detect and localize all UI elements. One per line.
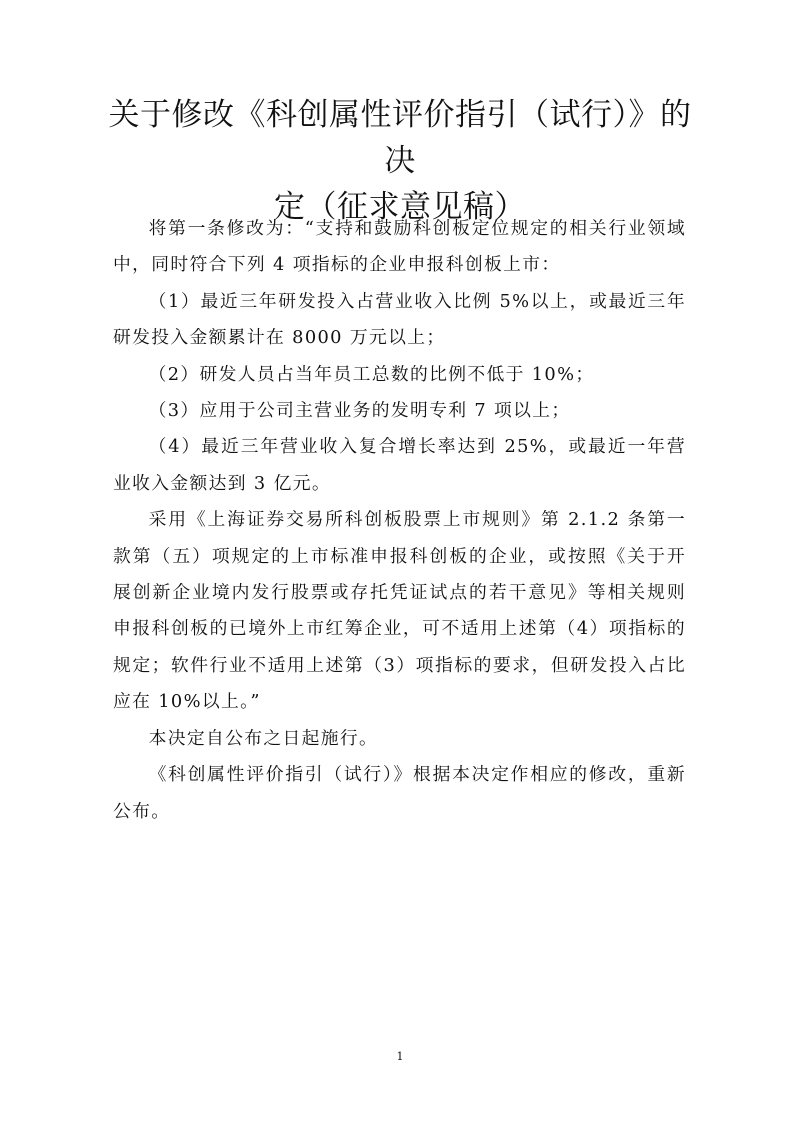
paragraph-effective-date: 本决定自公布之日起施行。 [148, 727, 379, 749]
paragraph-criterion-2: （2）研发人员占当年员工总数的比例不低于 10%； [148, 363, 595, 385]
document-title [100, 92, 700, 230]
paragraph-amendment-intro: 将第一条修改为：“支持和鼓励科创板定位规定的相关行业领域中，同时符合下列 4 项指标的企业申报科创板上市： [113, 218, 686, 276]
paragraph-criterion-1: （1）最近三年研发投入占营业收入比例 5%以上，或最近三年研发投入金额累计在 8000 万元以上； [113, 290, 686, 349]
document-title-line-2: 定（征求意见稿） [274, 189, 526, 225]
document-title-line-1: 关于修改《科创属性评价指引（试行）》的决 [108, 97, 692, 179]
paragraph-criterion-4: （4）最近三年营业收入复合增长率达到 25%，或最近一年营业收入金额达到 3 亿元。 [113, 436, 686, 494]
paragraph-republication: 《科创属性评价指引（试行）》根据本决定作相应的修改，重新公布。 [113, 764, 686, 822]
document-body [113, 211, 686, 830]
paragraph-criterion-3: （3）应用于公司主营业务的发明专利 7 项以上； [148, 400, 571, 422]
paragraph-exceptions: 采用《上海证券交易所科创板股票上市规则》第 2.1.2 条第一款第（五）项规定的上市标准申报科创板的企业，或按照《关于开展创新企业境内发行股票或存托凭证试点的若干意见》等相关规则申报科创板的已境外上市红筹企业，可不适用上述第（4）项指标的规定；软件行业不适用上述第（3）项指标的要求，但研发投入占比应在 10%以上。” [113, 509, 686, 713]
page-number: 1 [396, 1050, 404, 1063]
